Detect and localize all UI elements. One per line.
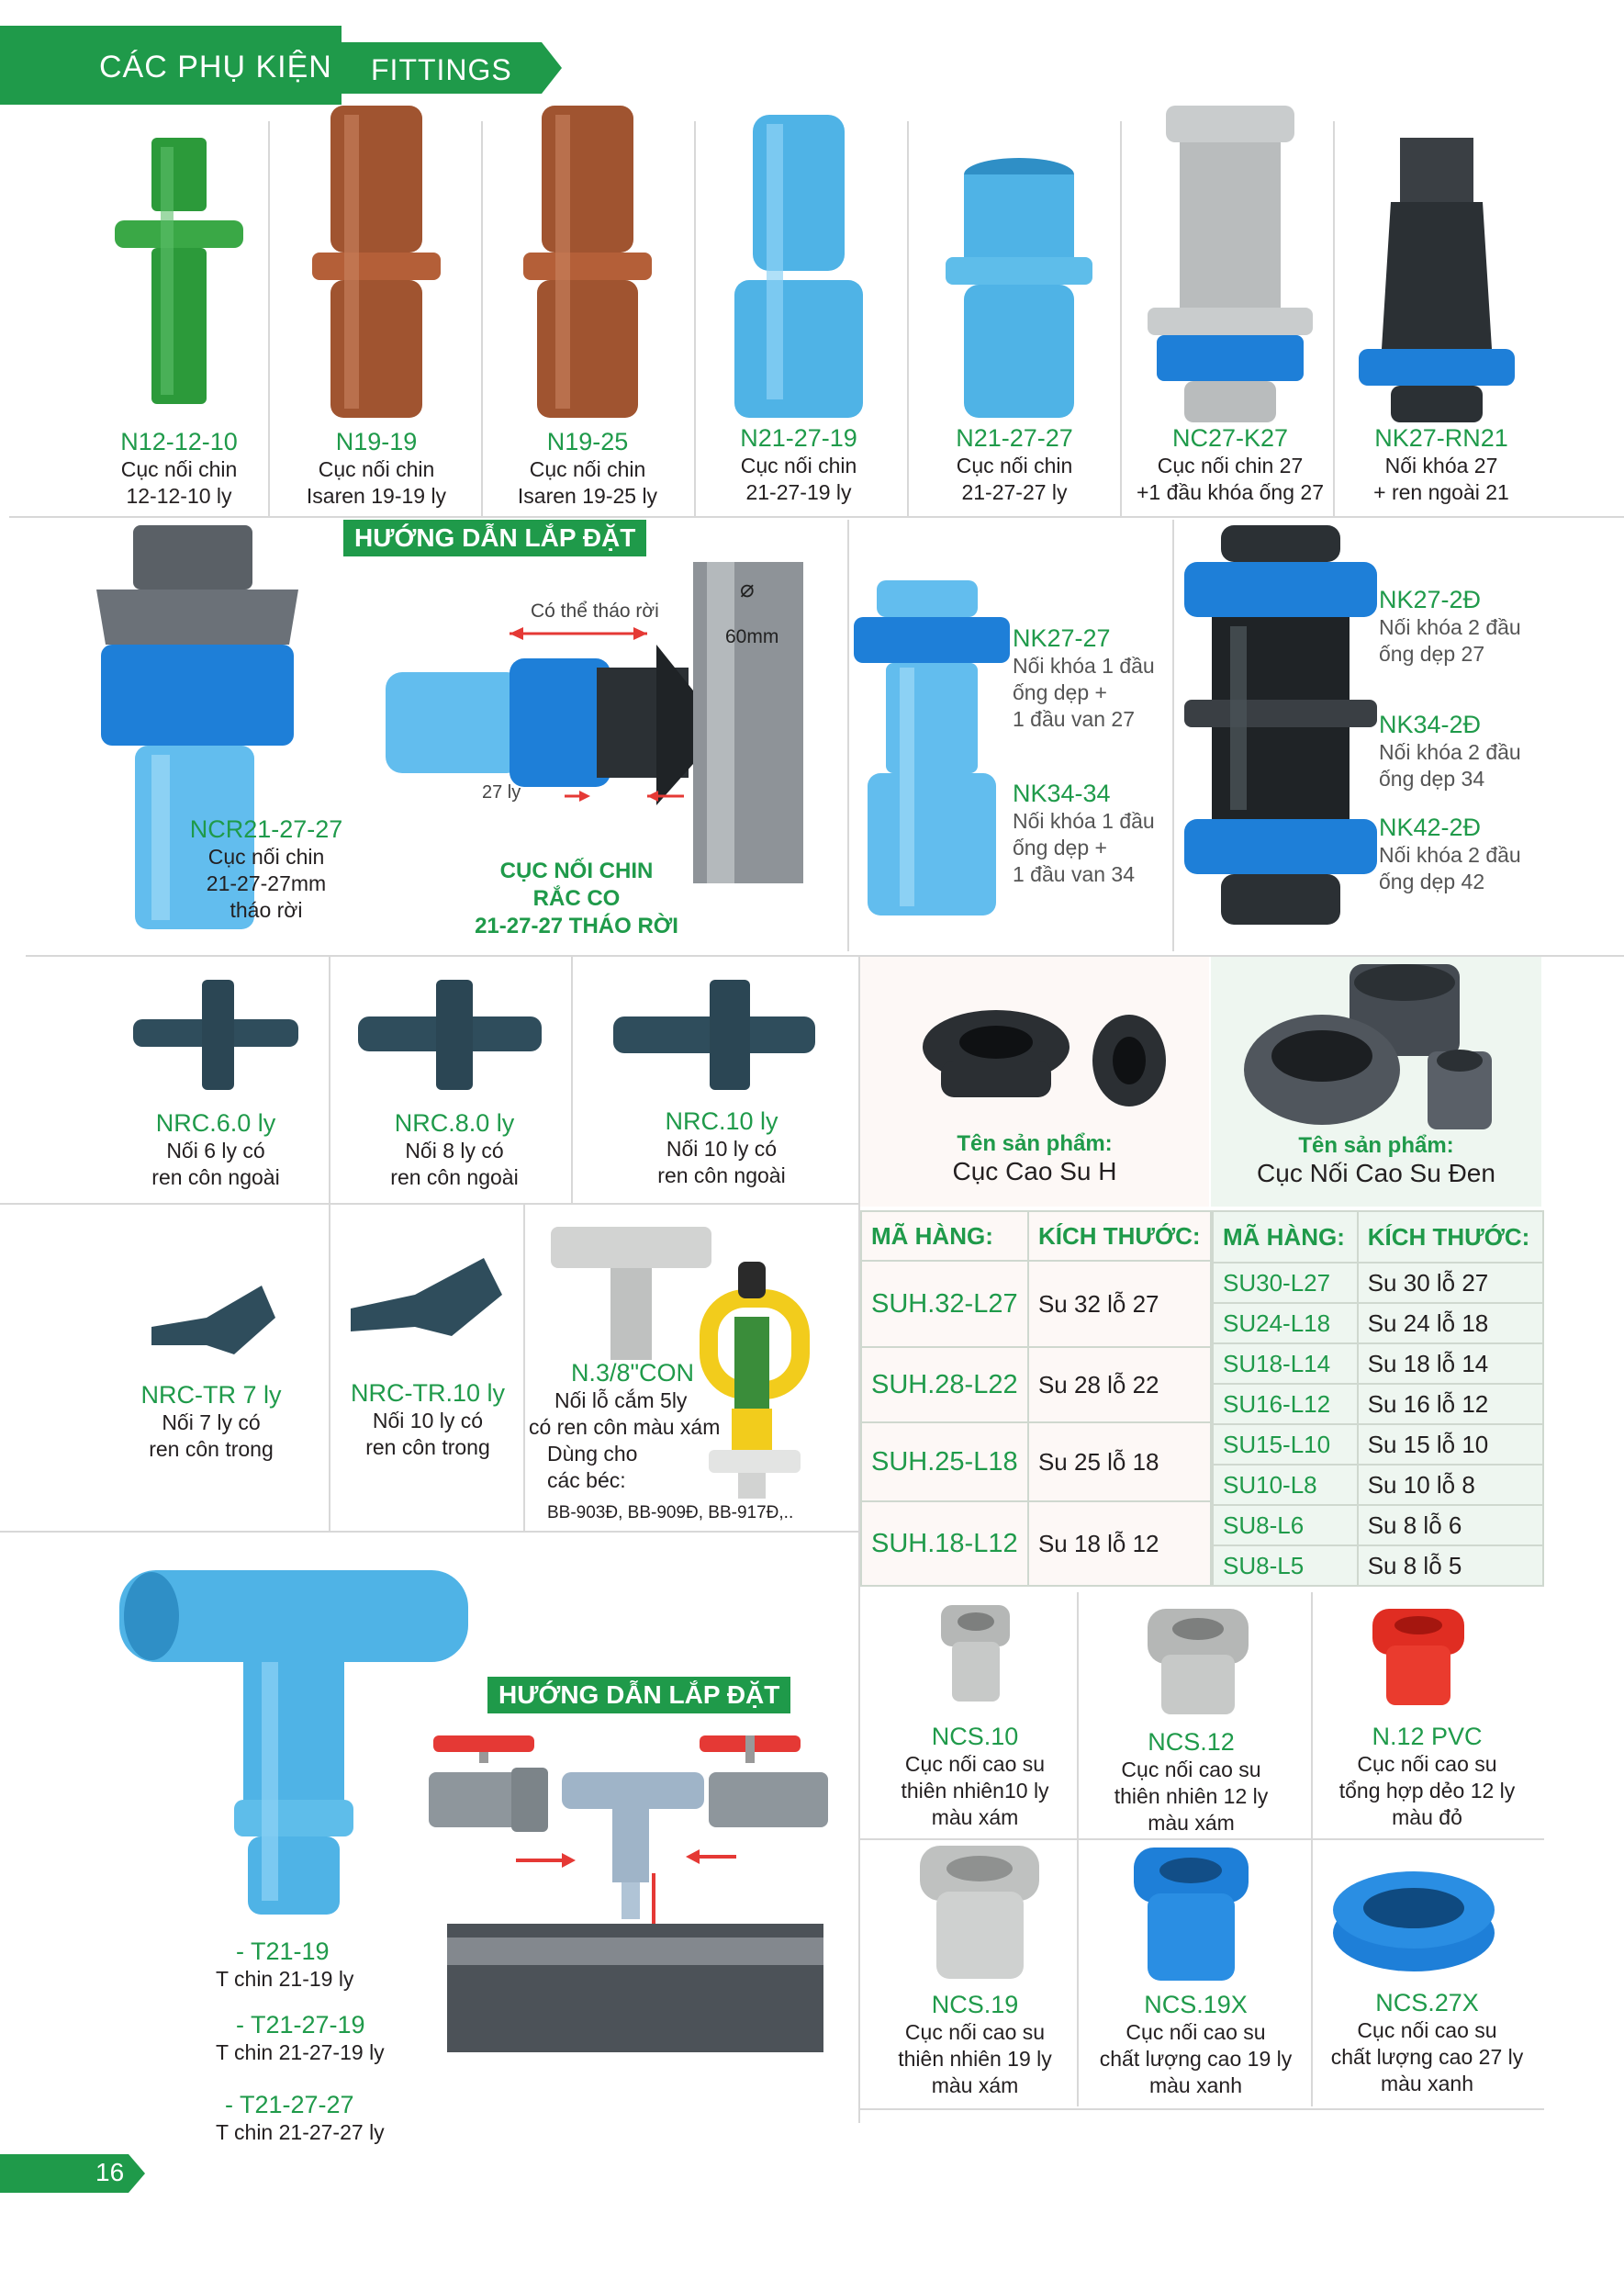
- product-desc: Nối khóa 1 đầu: [1013, 654, 1155, 678]
- rubber-black-image: [1239, 960, 1515, 1134]
- nk27-rn21-connector-image: [1354, 138, 1519, 427]
- product-desc: ống dẹp +: [1013, 680, 1107, 704]
- product-code: NCS.10: [931, 1723, 1019, 1750]
- table-cell-code: SU24-L18: [1213, 1303, 1358, 1343]
- n21-27-19-connector-image: [725, 115, 872, 422]
- table-cell-code: SU30-L27: [1213, 1263, 1358, 1303]
- table-cell-size: Su 18 lỗ 14: [1358, 1343, 1543, 1384]
- product-code: NRC-TR.10 ly: [350, 1379, 505, 1407]
- product-desc: Cục nối cao su: [904, 1752, 1046, 1776]
- divider: [571, 957, 573, 1203]
- product-code: NC27-K27: [1171, 424, 1289, 452]
- product-code: NK34-2Đ: [1379, 711, 1482, 738]
- product-code: NK27-2Đ: [1379, 586, 1482, 613]
- product-code: NK27-27: [1013, 624, 1111, 652]
- product-code: NRC.6.0 ly: [155, 1109, 276, 1137]
- tee-install-diagram: [424, 1726, 837, 2057]
- divider: [329, 1205, 330, 1531]
- removable-label: Có thể tháo rời: [531, 601, 659, 622]
- product-code: - T21-27-19: [236, 2011, 365, 2039]
- product-desc: tháo rời: [230, 898, 303, 922]
- product-code: NRC.10 ly: [665, 1107, 778, 1135]
- divider: [523, 1205, 525, 1531]
- product-code: NCR21-27-27: [189, 815, 343, 843]
- product-desc: Cục nối chin: [120, 457, 238, 481]
- product-code: NK42-2Đ: [1379, 814, 1482, 841]
- product-desc: Isaren 19-19 ly: [306, 484, 447, 508]
- table-cell-code: SU18-L14: [1213, 1343, 1358, 1384]
- product-desc: màu xanh: [1148, 2073, 1242, 2097]
- rubber-h-label: Tên sản phẩm:: [957, 1131, 1113, 1156]
- ncs19-image: [920, 1846, 1039, 1983]
- nk27-27-image: [849, 580, 1014, 920]
- product-desc: Cục nối chin: [956, 454, 1073, 477]
- product-desc: Cục nối cao su: [1126, 2020, 1266, 2044]
- divider: [1311, 1592, 1313, 2106]
- product-desc: ren côn ngoài: [657, 1163, 786, 1187]
- product-desc: Nối khóa 2 đầu: [1379, 843, 1521, 867]
- product-code: N21-27-27: [956, 424, 1073, 452]
- divider: [329, 957, 330, 1203]
- divider: [694, 121, 696, 516]
- product-desc: màu đỏ: [1392, 1805, 1462, 1829]
- nozzle-list: BB-903Đ, BB-909Đ, BB-917Đ,..: [547, 1503, 794, 1522]
- divider: [1172, 520, 1174, 951]
- product-code: N19-25: [546, 428, 629, 455]
- product-code: - T21-27-27: [225, 2091, 354, 2118]
- product-desc: +1 đầu khóa ống 27: [1137, 480, 1324, 504]
- table-cell-code: SUH.25-L18: [861, 1422, 1028, 1501]
- nrc-8-image: [358, 975, 542, 1095]
- product-desc: T chin 21-19 ly: [216, 1967, 354, 1991]
- product-desc: thiên nhiên10 ly: [901, 1779, 1049, 1803]
- product-desc: T chin 21-27-19 ly: [216, 2040, 385, 2064]
- product-desc: Nối khóa 1 đầu: [1013, 809, 1155, 833]
- product-desc: chất lượng cao 27 ly: [1330, 2045, 1524, 2069]
- product-desc: Nối khóa 27: [1384, 454, 1498, 477]
- divider: [0, 1203, 858, 1205]
- nrc-tr-7-image: [151, 1281, 280, 1364]
- nrc-10-image: [613, 975, 815, 1095]
- product-desc: + ren ngoài 21: [1373, 480, 1509, 504]
- product-desc: Cục nối cao su: [1357, 1752, 1497, 1776]
- product-desc: màu xanh: [1380, 2072, 1473, 2095]
- product-desc: ren côn trong: [149, 1437, 274, 1461]
- product-desc: các béc:: [547, 1468, 626, 1492]
- table-cell-size: Su 18 lỗ 12: [1028, 1501, 1211, 1586]
- table-cell-code: SUH.18-L12: [861, 1501, 1028, 1586]
- divider: [860, 1838, 1544, 1840]
- ncs19x-image: [1134, 1848, 1249, 1985]
- product-desc: Isaren 19-25 ly: [517, 484, 658, 508]
- divider: [481, 121, 483, 516]
- product-code: NCS.19: [931, 1991, 1019, 2018]
- rubber-black-label: Tên sản phẩm:: [1298, 1133, 1454, 1158]
- n19-25-connector-image: [519, 106, 656, 422]
- ncs27x-image: [1331, 1864, 1496, 1974]
- product-desc: ren côn ngoài: [390, 1165, 519, 1189]
- product-code: - T21-19: [236, 1937, 330, 1965]
- product-code: NRC.8.0 ly: [394, 1109, 515, 1137]
- header-title-en: FITTINGS: [371, 53, 512, 86]
- install-caption: RẮC CO: [532, 886, 621, 911]
- ncs10-image: [941, 1605, 1010, 1706]
- product-desc: thiên nhiên 12 ly: [1114, 1784, 1269, 1808]
- product-desc: Nối 10 ly có: [372, 1409, 484, 1432]
- divider: [9, 516, 1624, 518]
- product-code: N.12 PVC: [1372, 1723, 1483, 1750]
- product-desc: 1 đầu van 34: [1013, 862, 1136, 886]
- table-cell-size: Su 28 lỗ 22: [1028, 1347, 1211, 1422]
- product-desc: Nối 7 ly có: [162, 1410, 261, 1434]
- table-cell-size: Su 25 lỗ 18: [1028, 1422, 1211, 1501]
- install-caption: CỤC NỐI CHIN: [499, 859, 654, 883]
- install-guide-banner-2: HƯỚNG DẪN LẮP ĐẶT: [487, 1677, 790, 1713]
- n12-connector-image: [110, 138, 248, 413]
- product-desc: Cục nối chin: [207, 845, 325, 869]
- product-code: NK34-34: [1013, 780, 1111, 807]
- install-guide-banner: HƯỚNG DẪN LẮP ĐẶT: [343, 520, 646, 556]
- table-cell-size: Su 30 lỗ 27: [1358, 1263, 1543, 1303]
- product-desc: Nối 8 ly có: [405, 1139, 504, 1162]
- product-desc: T chin 21-27-27 ly: [216, 2120, 385, 2144]
- divider: [0, 1531, 858, 1533]
- product-code: NCS.19X: [1144, 1991, 1248, 2018]
- product-desc: ống dẹp 34: [1379, 767, 1485, 791]
- table-cell-size: Su 10 lỗ 8: [1358, 1465, 1543, 1505]
- divider: [1120, 121, 1122, 516]
- product-desc: 21-27-19 ly: [745, 480, 852, 504]
- product-code: N.3/8"CON: [570, 1359, 695, 1387]
- product-desc: ống dẹp +: [1013, 836, 1107, 859]
- product-desc: Dùng cho: [547, 1442, 638, 1466]
- product-desc: Cục nối chin: [529, 457, 646, 481]
- divider: [907, 121, 909, 516]
- table-cell-code: SUH.28-L22: [861, 1347, 1028, 1422]
- product-desc: Cục nối chin 27: [1157, 454, 1304, 477]
- divider: [860, 2108, 1544, 2110]
- install-caption: 21-27-27 THÁO RỜI: [475, 914, 678, 938]
- product-code: N21-27-19: [740, 424, 857, 452]
- pipe-size-label: 60mm: [725, 626, 779, 647]
- nk-double-image: [1180, 525, 1382, 929]
- n19-19-connector-image: [308, 106, 445, 422]
- product-desc: ren côn trong: [365, 1435, 490, 1459]
- rubber-h-name: Cục Cao Su H: [952, 1157, 1117, 1185]
- table-cell-size: Su 24 lỗ 18: [1358, 1303, 1543, 1343]
- product-desc: Cục nối cao su: [1357, 2018, 1497, 2042]
- product-desc: màu xám: [1148, 1811, 1235, 1835]
- page-number-tab: [0, 2154, 147, 2193]
- rubber-h-image: [918, 996, 1175, 1125]
- table-cell-size: Su 8 lỗ 5: [1358, 1545, 1543, 1586]
- nrc-6-image: [133, 975, 298, 1095]
- table-cell-code: SU16-L12: [1213, 1384, 1358, 1424]
- table-cell-code: SU8-L6: [1213, 1505, 1358, 1545]
- product-desc: Nối 6 ly có: [166, 1139, 265, 1162]
- n21-27-27-connector-image: [941, 156, 1097, 422]
- product-desc: Cục nối chin: [318, 457, 435, 481]
- product-desc: có ren côn màu xám: [529, 1415, 721, 1439]
- rubber-h-table: [860, 1210, 1212, 1587]
- product-desc: 1 đầu van 27: [1013, 707, 1136, 731]
- product-desc: thiên nhiên 19 ly: [898, 2047, 1052, 2071]
- nc27-k27-connector-image: [1143, 106, 1317, 427]
- table-header: MÃ HÀNG:: [861, 1211, 1028, 1261]
- rubber-black-name: Cục Nối Cao Su Đen: [1257, 1159, 1495, 1187]
- table-cell-size: Su 15 lỗ 10: [1358, 1424, 1543, 1465]
- header-title-vi: CÁC PHỤ KIỆN: [99, 50, 332, 84]
- table-header: KÍCH THƯỚC:: [1358, 1211, 1543, 1263]
- product-desc: chất lượng cao 19 ly: [1099, 2047, 1293, 2071]
- table-cell-size: Su 16 lỗ 12: [1358, 1384, 1543, 1424]
- ly27-label: 27 ly: [482, 782, 521, 803]
- rubber-black-table: [1212, 1210, 1544, 1587]
- product-code: NK27-RN21: [1374, 424, 1508, 452]
- table-cell-code: SU15-L10: [1213, 1424, 1358, 1465]
- product-code: N12-12-10: [120, 428, 238, 455]
- n12-pvc-image: [1372, 1609, 1464, 1710]
- product-code: NRC-TR 7 ly: [140, 1381, 282, 1409]
- product-desc: ren côn ngoài: [151, 1165, 280, 1189]
- product-desc: ống dẹp 42: [1379, 870, 1485, 893]
- ncs12-image: [1148, 1609, 1249, 1719]
- product-desc: màu xám: [931, 2073, 1019, 2097]
- nrc-tr-10-image: [351, 1253, 507, 1345]
- table-header: MÃ HÀNG:: [1213, 1211, 1358, 1263]
- product-desc: Cục nối cao su: [904, 2020, 1046, 2044]
- table-cell-code: SU10-L8: [1213, 1465, 1358, 1505]
- product-desc: ống dẹp 27: [1379, 642, 1485, 666]
- divider: [1077, 1592, 1079, 2106]
- product-desc: 21-27-27 ly: [961, 480, 1068, 504]
- product-desc: Cục nối chin: [740, 454, 857, 477]
- tee-fitting-image: [115, 1561, 473, 1919]
- table-cell-size: Su 8 lỗ 6: [1358, 1505, 1543, 1545]
- product-desc: tổng hợp dẻo 12 ly: [1338, 1779, 1516, 1803]
- table-cell-size: Su 32 lỗ 27: [1028, 1261, 1211, 1347]
- product-desc: Nối lỗ cắm 5ly: [554, 1388, 688, 1412]
- product-desc: Nối khóa 2 đầu: [1379, 740, 1521, 764]
- page-number: 16: [95, 2158, 125, 2186]
- product-desc: màu xám: [931, 1805, 1019, 1829]
- product-code: NCS.27X: [1375, 1989, 1479, 2016]
- product-code: NCS.12: [1148, 1728, 1235, 1756]
- product-code: N19-19: [335, 428, 418, 455]
- product-desc: 12-12-10 ly: [126, 484, 232, 508]
- diameter-symbol: ⌀: [740, 575, 755, 602]
- product-desc: Nối 10 ly có: [666, 1137, 778, 1161]
- table-cell-code: SU8-L5: [1213, 1545, 1358, 1586]
- product-desc: 21-27-27mm: [206, 871, 327, 895]
- table-cell-code: SUH.32-L27: [861, 1261, 1028, 1347]
- product-desc: Cục nối cao su: [1121, 1758, 1261, 1781]
- product-desc: Nối khóa 2 đầu: [1379, 615, 1521, 639]
- table-header: KÍCH THƯỚC:: [1028, 1211, 1211, 1261]
